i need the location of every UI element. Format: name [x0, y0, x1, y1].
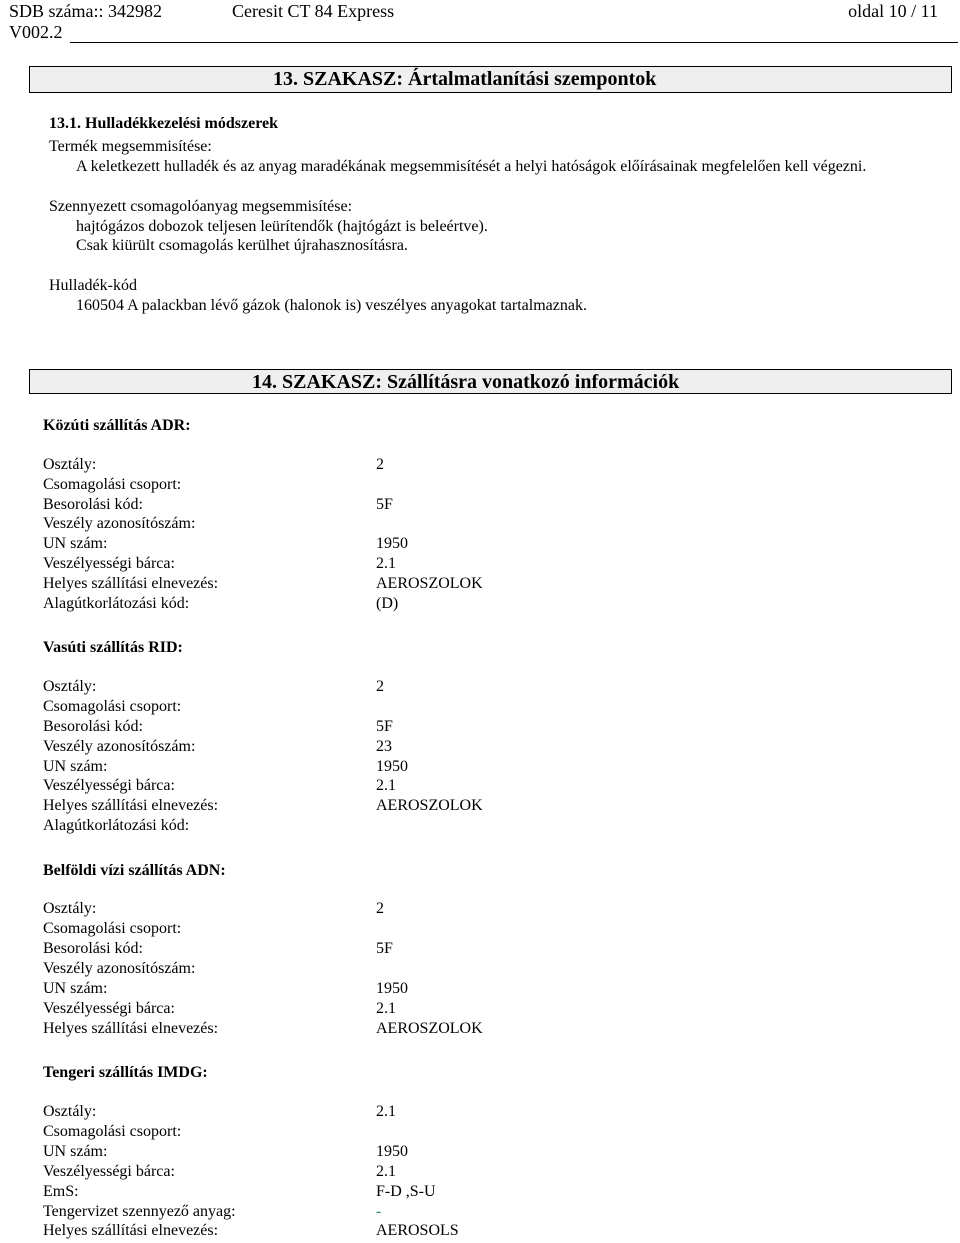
- field-value: 2.1: [376, 555, 396, 572]
- field-label: Besorolási kód:: [43, 718, 143, 735]
- field-label: Osztály:: [43, 1103, 97, 1120]
- field-value: 5F: [376, 496, 393, 513]
- field-value: AEROSOLS: [376, 1222, 459, 1239]
- field-label: UN szám:: [43, 535, 108, 552]
- waste-code-label: Hulladék-kód: [49, 277, 137, 294]
- field-label: Csomagolási csoport:: [43, 476, 182, 493]
- adr-title: Közúti szállítás ADR:: [43, 417, 191, 434]
- packaging-line-2: Csak kiürült csomagolás kerülhet újrahasznosításra.: [76, 237, 408, 254]
- field-label: Veszély azonosítószám:: [43, 738, 196, 755]
- field-value: (D): [376, 595, 399, 612]
- field-value: 1950: [376, 535, 408, 552]
- field-label: Alagútkorlátozási kód:: [43, 595, 190, 612]
- field-value: AEROSZOLOK: [376, 797, 483, 814]
- packaging-label: Szennyezett csomagolóanyag megsemmisítése:: [49, 198, 353, 215]
- field-label: Helyes szállítási elnevezés:: [43, 797, 219, 814]
- field-value: -: [376, 1203, 382, 1220]
- field-value: 23: [376, 738, 392, 755]
- field-label: Besorolási kód:: [43, 496, 143, 513]
- field-label: Helyes szállítási elnevezés:: [43, 1020, 219, 1037]
- field-value: 1950: [376, 980, 408, 997]
- rid-title: Vasúti szállítás RID:: [43, 639, 183, 656]
- field-label: Alagútkorlátozási kód:: [43, 817, 190, 834]
- product-disposal-text: A keletkezett hulladék és az anyag maradékának megsemmisítését a helyi hatóságok előírásainak megfelelően kell végezni.: [76, 158, 867, 175]
- field-label: Veszélyességi bárca:: [43, 555, 175, 572]
- header-rule: [70, 42, 958, 43]
- field-label: Besorolási kód:: [43, 940, 143, 957]
- field-label: Csomagolási csoport:: [43, 1123, 182, 1140]
- field-label: Veszély azonosítószám:: [43, 515, 196, 532]
- product-disposal-label: Termék megsemmisítése:: [49, 138, 212, 155]
- section13-title: 13. SZAKASZ: Ártalmatlanítási szempontok: [273, 68, 657, 90]
- field-value: 2.1: [376, 1103, 396, 1120]
- field-label: Veszély azonosítószám:: [43, 960, 196, 977]
- imdg-title: Tengeri szállítás IMDG:: [43, 1064, 208, 1081]
- field-label: Csomagolási csoport:: [43, 698, 182, 715]
- field-value: 5F: [376, 718, 393, 735]
- field-value: AEROSZOLOK: [376, 575, 483, 592]
- field-label: Veszélyességi bárca:: [43, 1163, 175, 1180]
- field-label: Helyes szállítási elnevezés:: [43, 575, 219, 592]
- sdb-number: SDB száma:: 342982: [9, 1, 162, 21]
- product-name: Ceresit CT 84 Express: [232, 1, 395, 21]
- field-value: 2.1: [376, 1163, 396, 1180]
- field-value: 2.1: [376, 777, 396, 794]
- adn-title: Belföldi vízi szállítás ADN:: [43, 862, 226, 879]
- field-label: Tengervizet szennyező anyag:: [43, 1203, 236, 1220]
- field-value: F-D ,S-U: [376, 1183, 436, 1200]
- field-value: 2: [376, 456, 384, 473]
- waste-code-text: 160504 A palackban lévő gázok (halonok is) veszélyes anyagokat tartalmaznak.: [76, 297, 587, 314]
- field-label: Veszélyességi bárca:: [43, 777, 175, 794]
- field-value: 2.1: [376, 1000, 396, 1017]
- field-label: Veszélyességi bárca:: [43, 1000, 175, 1017]
- version: V002.2: [9, 22, 63, 42]
- field-value: 2: [376, 678, 384, 695]
- field-value: 1950: [376, 758, 408, 775]
- field-label: Helyes szállítási elnevezés:: [43, 1222, 219, 1239]
- field-label: Csomagolási csoport:: [43, 920, 182, 937]
- field-value: 2: [376, 900, 384, 917]
- packaging-line-1: hajtógázos dobozok teljesen leürítendők (hajtógázt is beleértve).: [76, 218, 488, 235]
- field-label: Osztály:: [43, 456, 97, 473]
- field-label: EmS:: [43, 1183, 79, 1200]
- field-label: Osztály:: [43, 900, 97, 917]
- field-value: AEROSZOLOK: [376, 1020, 483, 1037]
- page-number: oldal 10 / 11: [848, 1, 938, 21]
- field-label: Osztály:: [43, 678, 97, 695]
- field-value: 1950: [376, 1143, 408, 1160]
- field-label: UN szám:: [43, 1143, 108, 1160]
- field-label: UN szám:: [43, 758, 108, 775]
- field-value: 5F: [376, 940, 393, 957]
- subsection-13-1: 13.1. Hulladékkezelési módszerek: [49, 115, 279, 132]
- section14-title: 14. SZAKASZ: Szállításra vonatkozó információk: [252, 371, 680, 393]
- field-label: UN szám:: [43, 980, 108, 997]
